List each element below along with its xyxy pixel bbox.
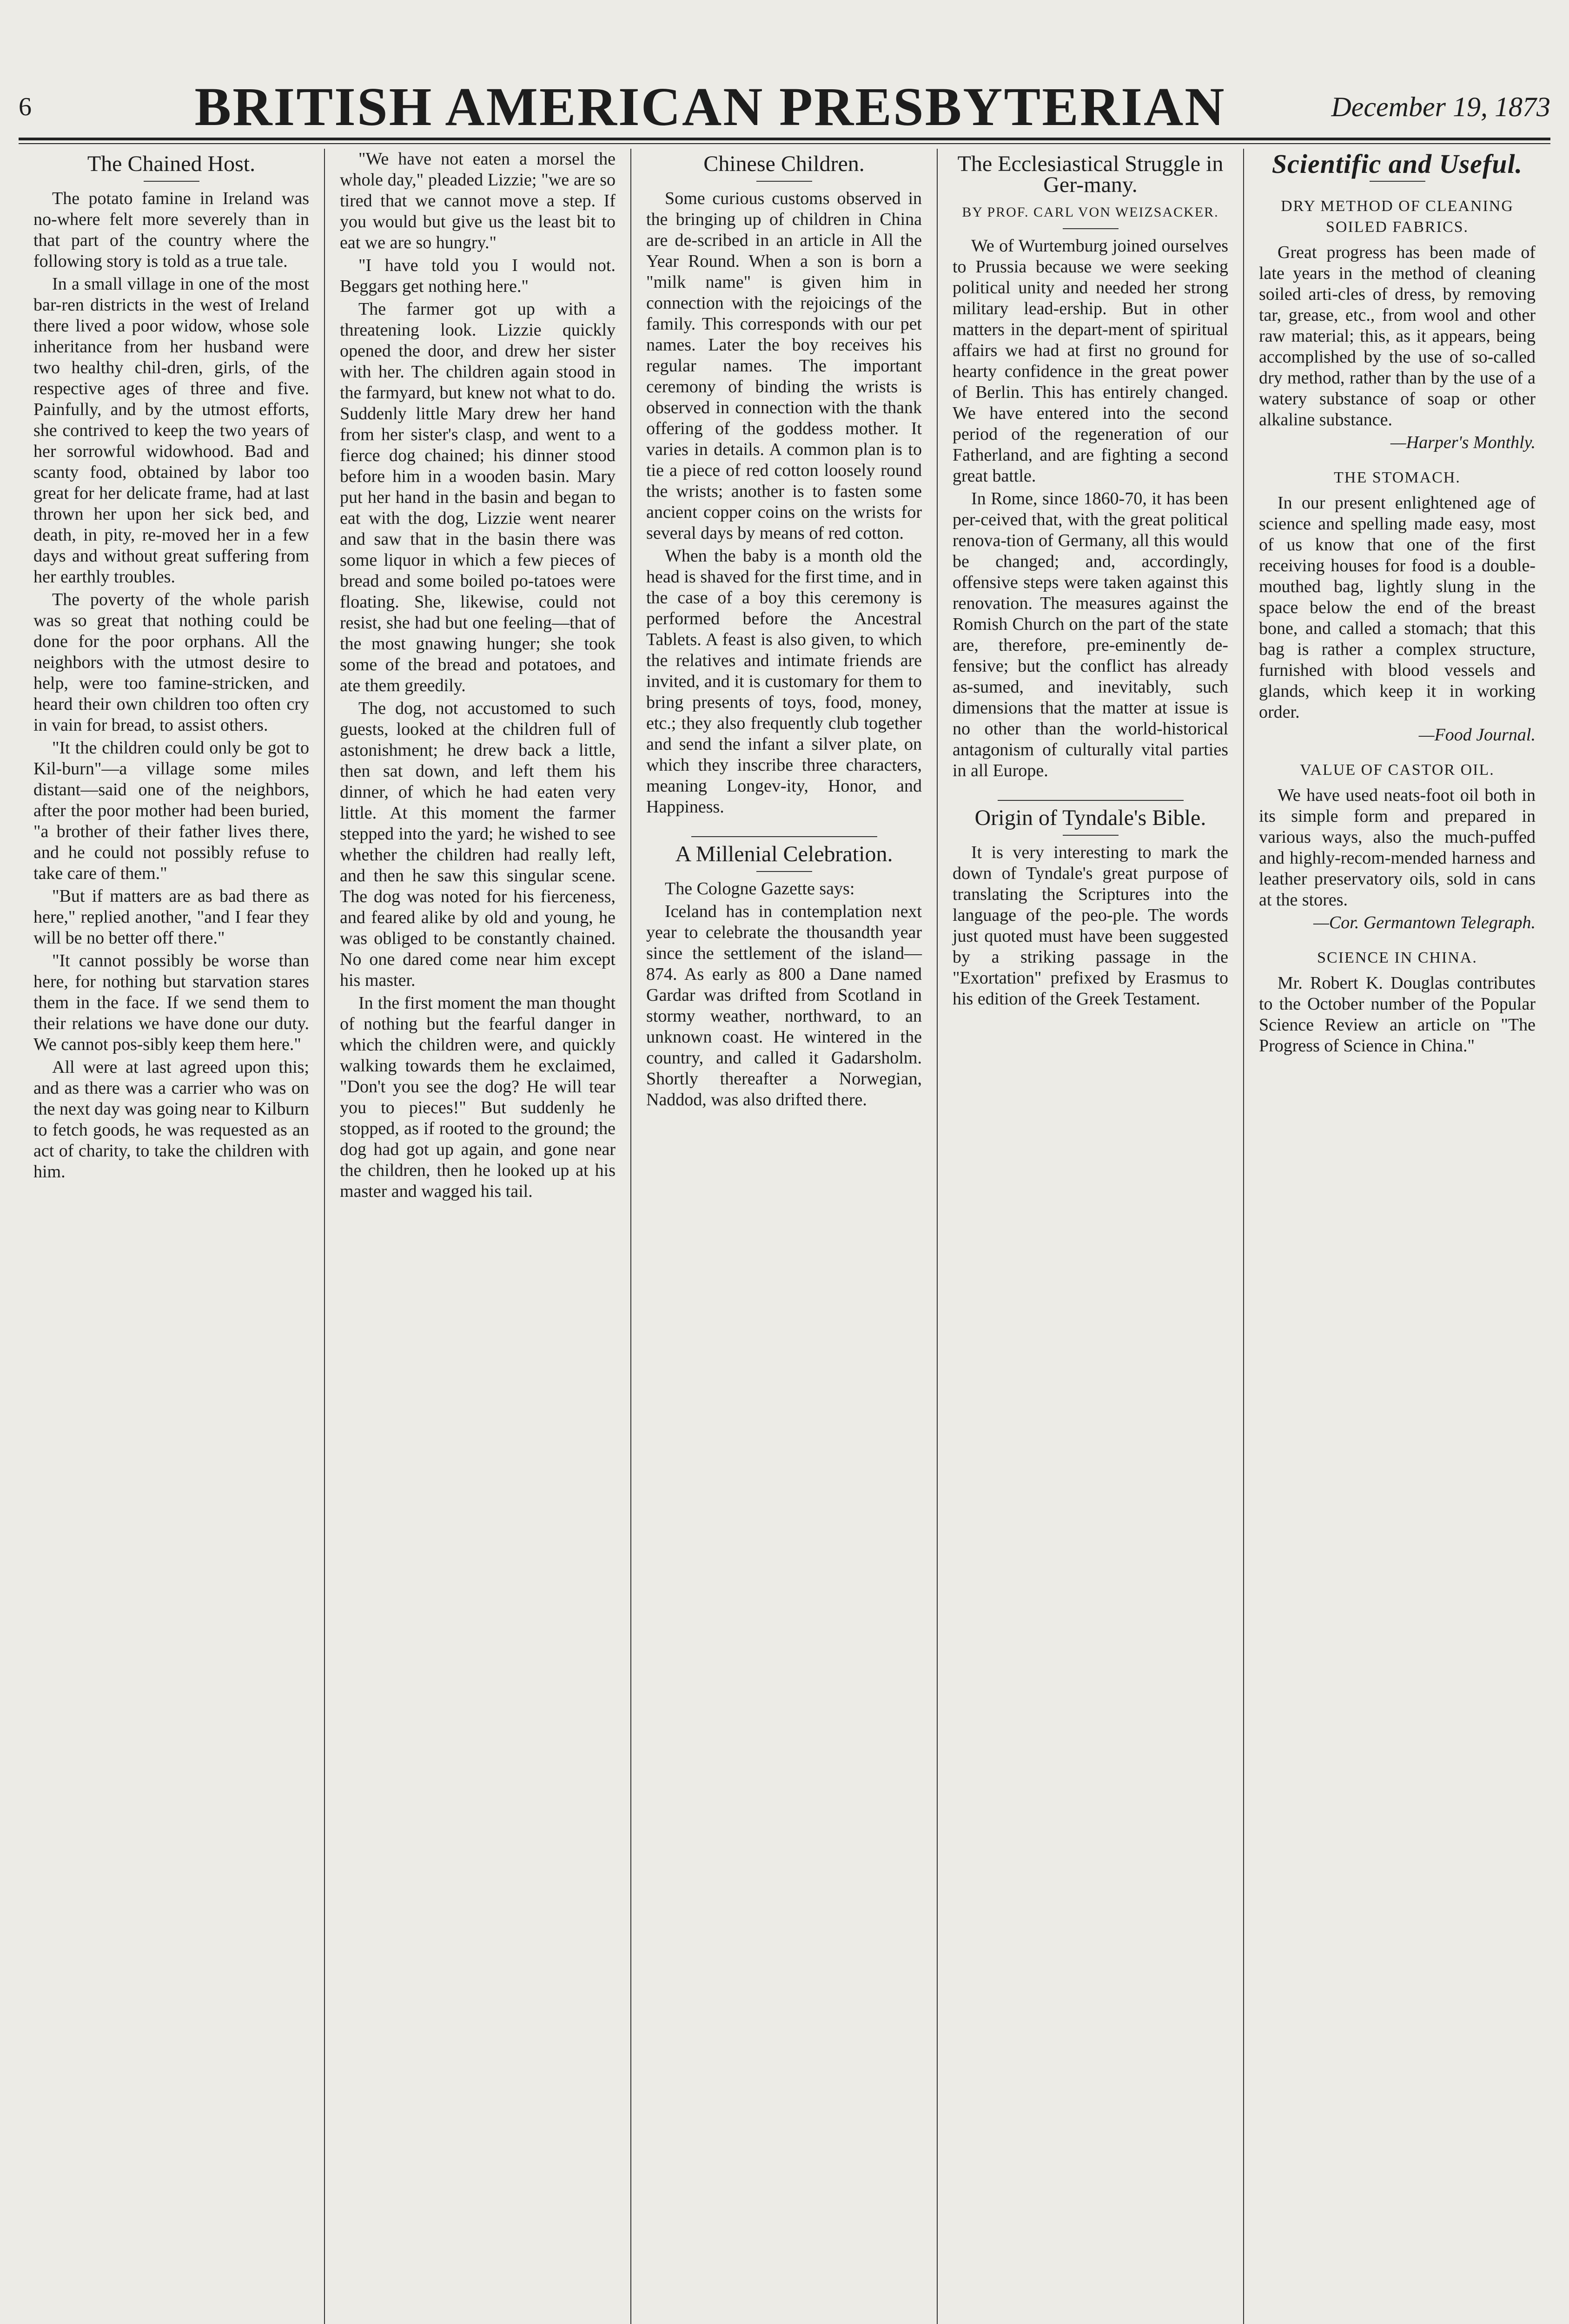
article-paragraph: The dog, not accustomed to such guests, looked at the children full of astonishment; he drew back a little, then sat down, and left them his dinner, of which he had eaten very little. At this moment the farmer stepped into the yard; he wished to see whether the children had really left, and then he saw this singular scene. The dog was noted for his fierceness, and feared alike by old and young, he was obliged to be constantly chained. No one dared come near him except his master. xyxy=(340,699,616,990)
article-credit: —Food Journal. xyxy=(1418,725,1536,745)
article-paragraph: The potato famine in Ireland was no-where felt more severely than in that part of the country where the following story is told as a true tale. xyxy=(33,189,309,271)
article-paragraph: "It cannot possibly be worse than here, for nothing but starvation stares them in the face. If we send them to their relations we have done our duty. We cannot pos-sibly keep them here." xyxy=(33,951,309,1054)
article-paragraph: "It the children could only be got to Kil-burn"—a village some miles distant—said one of the neighbors, after the poor mother had been buried, "a brother of their father lives there, and he could not possibly refuse to take care of them." xyxy=(33,738,309,883)
headline-rule xyxy=(1063,835,1119,836)
page-number: 6 xyxy=(19,92,32,121)
article-paragraph: Mr. Robert K. Douglas contributes to the October number of the Popular Science Review an article on "The Progress of Science in China." xyxy=(1259,973,1536,1056)
article-headline: The Chained Host. xyxy=(87,152,256,176)
column-2 xyxy=(325,149,631,2324)
article-paragraph: Great progress has been made of late years in the method of cleaning soiled arti-cles of dress, by removing tar, grease, etc., from wool and other raw material; this, as it appears, being accomplished by the use of so-called dry method, rather than by the use of a watery substance of soap or other alkaline substance. xyxy=(1259,243,1536,429)
column-5 xyxy=(1244,149,1550,2324)
newspaper-title: BRITISH AMERICAN PRESBYTERIAN xyxy=(194,76,1226,137)
section-divider xyxy=(998,800,1184,801)
issue-date: December 19, 1873 xyxy=(1331,91,1550,122)
masthead-rule xyxy=(19,138,1550,140)
article-paragraph: When the baby is a month old the head is shaved for the first time, and in the case of a boy this ceremony is performed before the Ancestral Tablets. A feast is also given, to which the relatives and intimate friends are invited, and it is customary for them to bring presents of toys, food, money, etc.; they also frequently club together and send the infant a silver plate, on which they inscribe three characters, meaning Longev-ity, Honor, and Happiness. xyxy=(646,546,922,817)
article-columns xyxy=(19,149,1550,2324)
article-paragraph: It is very interesting to mark the down of Tyndale's great purpose of translating the Scriptures into the language of the peo-ple. The words just quoted must have been suggested by a striking passage in the "Exortation" prefixed by Erasmus to his edition of the Greek Testament. xyxy=(953,843,1228,1009)
article-paragraph: Some curious customs observed in the bringing up of children in China are de-scribed in an article in All the Year Round. When a son is born a "milk name" is given him in connection with the rejoicings of the family. This corresponds with our pet names. Later the boy receives his regular names. The important ceremony of binding the wrists is observed in connection with the thank offering of the goddess mother. It varies in details. A common plan is to tie a piece of red cotton loosely round the wrists; another is to fasten some ancient copper coins on the wrists for several days by means of red cotton. xyxy=(646,189,922,543)
column-1 xyxy=(19,149,325,2324)
masthead-rule-thin xyxy=(19,143,1550,144)
article-paragraph: In a small village in one of the most bar-ren districts in the west of Ireland there lived a poor widow, whose sole inheritance from her husband were two healthy chil-dren, girls, of the respective ages of three and five. Painfully, and by the utmost efforts, she contrived to keep the two years of her sorrowful widowhood. Bad and scanty food, obtained by labor too great for her delicate frame, had at last thrown her upon her sick bed, and death, in pity, re-moved her in a few days and without great suffering from her earthly troubles. xyxy=(33,274,309,587)
article-paragraph: The farmer got up with a threatening look. Lizzie quickly opened the door, and drew her sister with her. The children again stood in the farmyard, but knew not what to do. Suddenly little Mary drew her hand from her sister's clasp, and went to a fierce dog chained; his dinner stood before him in a wooden basin. Mary put her hand in the basin and began to eat with the dog, Lizzie went nearer and saw that in the basin there was some liquor in which a few pieces of bread and some boiled po-tatoes were floating. She, likewise, could not resist, she had but one feeling—that of the most gnawing hunger; she took some of the bread and potatoes, and ate them greedily. xyxy=(340,299,616,695)
headline-rule xyxy=(1370,181,1425,182)
article-paragraph: The Cologne Gazette says: xyxy=(665,879,855,898)
article-subhead: SCIENCE IN CHINA. xyxy=(1317,949,1477,966)
headline-rule xyxy=(756,181,812,182)
article-headline: A Millenial Celebration. xyxy=(675,842,893,866)
article-paragraph: We have used neats-foot oil both in its simple form and prepared in various ways, also the much-puffed and highly-recom-mended harness and leather preservatory oils, sold in cans at the stores. xyxy=(1259,786,1536,910)
article-subhead: THE STOMACH. xyxy=(1334,469,1461,486)
masthead xyxy=(19,76,1550,137)
article-byline: BY PROF. CARL VON WEIZSACKER. xyxy=(962,205,1219,220)
article-paragraph: "But if matters are as bad there as here," replied another, "and I fear they will be no better off there." xyxy=(33,886,309,948)
article-subhead: DRY METHOD OF CLEANING SOILED FABRICS. xyxy=(1281,198,1514,236)
article-headline: The Ecclesiastical Struggle in Ger-many. xyxy=(957,152,1224,197)
column-4 xyxy=(938,149,1244,2324)
article-headline: Origin of Tyndale's Bible. xyxy=(974,805,1206,830)
article-credit: —Cor. Germantown Telegraph. xyxy=(1313,913,1536,932)
article-paragraph: In our present enlightened age of science and spelling made easy, most of us know that one of the first receiving houses for food is a double-mouthed bag, lightly slung in the space below the end of the breast bone, and called a stomach; that this bag is rather a complex structure, furnished with blood vessels and glands, which keep it in working order. xyxy=(1259,493,1536,722)
article-subhead: VALUE OF CASTOR OIL. xyxy=(1300,761,1495,779)
article-paragraph: The poverty of the whole parish was so great that nothing could be done for the poor orphans. All the neighbors with the utmost desire to help, were too famine-stricken, and heard their own children too often cry in vain for bread, to assist others. xyxy=(33,590,309,735)
section-headline: Scientific and Useful. xyxy=(1271,149,1523,179)
headline-rule xyxy=(1063,228,1119,229)
article-paragraph: "I have told you I would not. Beggars get nothing here." xyxy=(340,256,616,296)
article-paragraph: We of Wurtemburg joined ourselves to Prussia because we were seeking political unity and needed her strong military lead-ership. But in other matters in the depart-ment of spiritual affairs we had at first no ground for hearty confidence in the great power of Berlin. This has entirely changed. We have entered into the second period of the regeneration of our Fatherland, and are fighting a second great battle. xyxy=(953,236,1228,486)
article-paragraph: All were at last agreed upon this; and as there was a carrier who was on the next day was going near to Kilburn to fetch goods, he was requested as an act of charity, to take the children with him. xyxy=(33,1057,309,1182)
article-paragraph: Iceland has in contemplation next year to celebrate the thousandth year since the settlement of the island—874. As early as 800 a Dane named Gardar was drifted from Scotland in stormy weather, northward, to an unknown coast. He wintered in the country, and called it Gadarsholm. Shortly thereafter a Norwegian, Naddod, was also drifted there. xyxy=(646,902,922,1109)
section-divider xyxy=(691,836,877,837)
article-paragraph: "We have not eaten a morsel the whole day," pleaded Lizzie; "we are so tired that we cannot move a step. If you would but give us the least bit to eat we are so hungry." xyxy=(340,149,616,252)
column-3 xyxy=(631,149,938,2324)
article-headline: Chinese Children. xyxy=(703,152,865,176)
article-credit: —Harper's Monthly. xyxy=(1390,433,1536,452)
headline-rule xyxy=(756,871,812,872)
article-paragraph: In Rome, since 1860-70, it has been per-ceived that, with the great political renova-tion of Germany, all this would be changed; and, accordingly, offensive steps were taken against this renovation. The measures against the Romish Church on the part of the state are, therefore, pre-eminently de-fensive; but the conflict has already as-sumed, and inevitably, such dimensions that the matter at issue is no other than the world-historical antagonism of culturally vital parties in all Europe. xyxy=(953,489,1228,780)
headline-rule xyxy=(144,181,199,182)
article-paragraph: In the first moment the man thought of nothing but the fearful danger in which the children were, and quickly walking towards them he exclaimed, "Don't you see the dog? He will tear you to pieces!" But suddenly he stopped, as if rooted to the ground; the dog had got up again, and gone near the children, then he looked up at his master and wagged his tail. xyxy=(340,993,616,1201)
